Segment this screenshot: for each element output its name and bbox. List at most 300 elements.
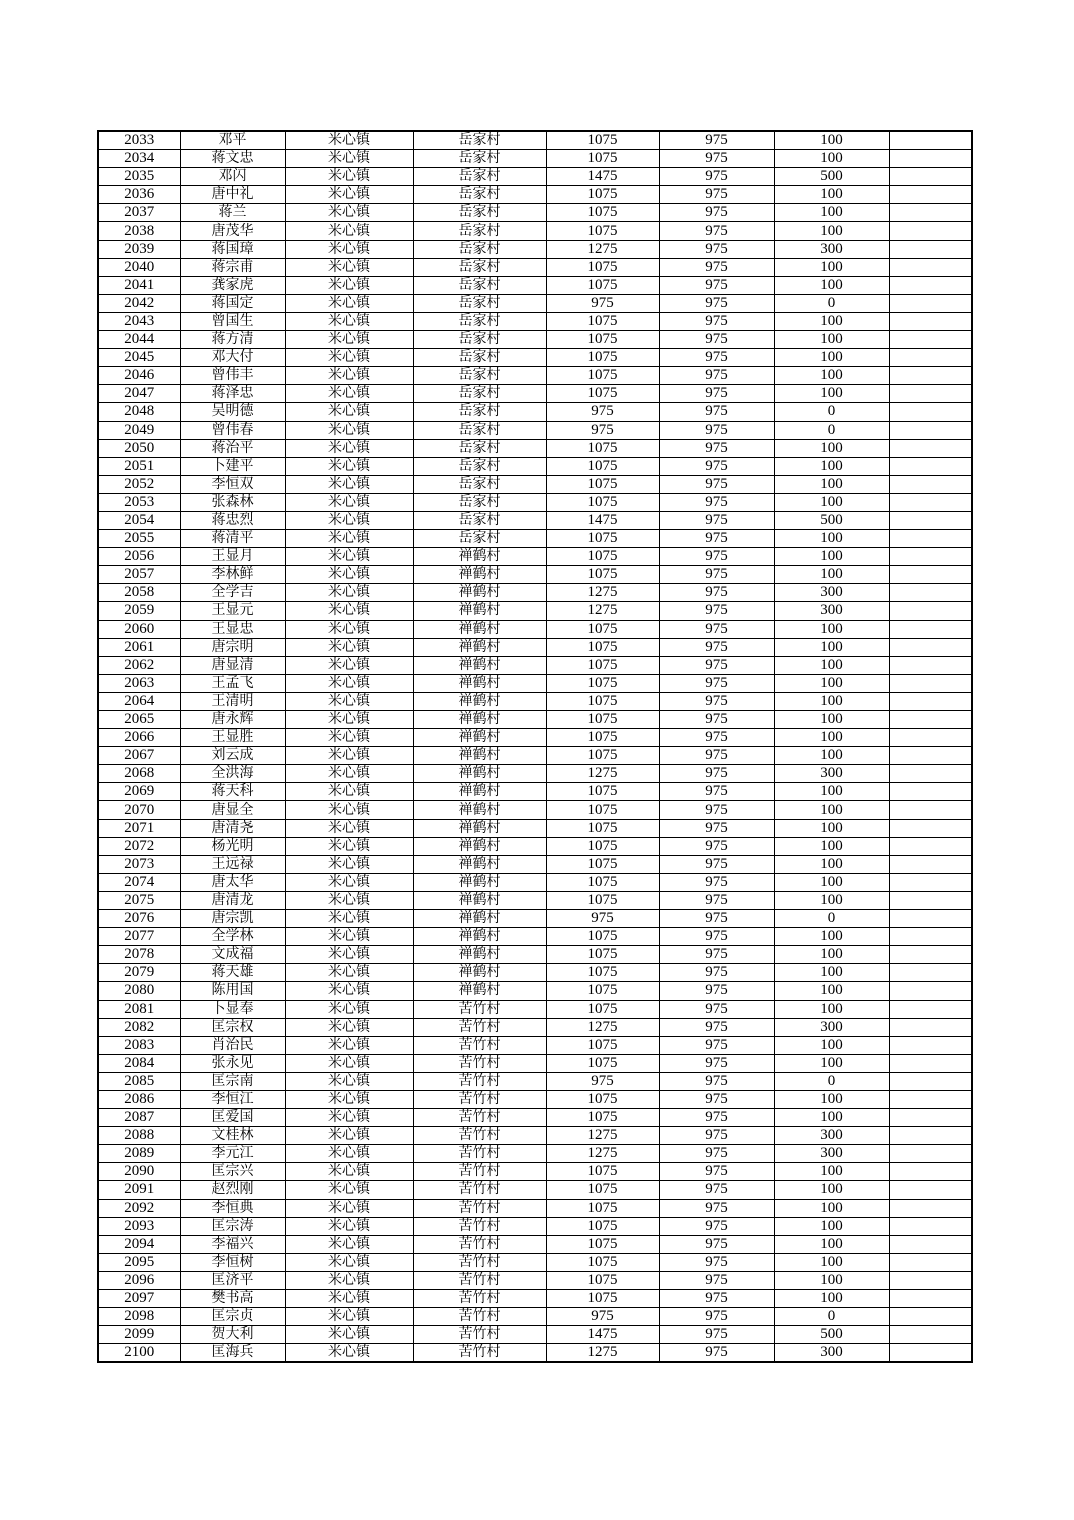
cell-difference: 100 [774,258,889,276]
cell-total-amount: 1075 [546,439,659,457]
cell-base-amount: 975 [659,222,774,240]
cell-town: 米心镇 [285,982,413,1000]
cell-village: 苦竹村 [413,1127,546,1145]
cell-base-amount: 975 [659,855,774,873]
table-row [98,1054,972,1072]
cell-difference: 100 [774,439,889,457]
cell-row-number: 2065 [98,711,180,729]
cell-name: 蒋忠烈 [180,511,285,529]
cell-total-amount: 1075 [546,349,659,367]
cell-town: 米心镇 [285,1127,413,1145]
cell-town: 米心镇 [285,240,413,258]
cell-town: 米心镇 [285,276,413,294]
cell-base-amount: 975 [659,1163,774,1181]
cell-remark [889,602,972,620]
cell-row-number: 2090 [98,1163,180,1181]
cell-difference: 100 [774,1090,889,1108]
cell-village: 苦竹村 [413,1344,546,1363]
table-row [98,548,972,566]
cell-row-number: 2039 [98,240,180,258]
cell-town: 米心镇 [285,1253,413,1271]
cell-base-amount: 975 [659,1090,774,1108]
cell-remark [889,1344,972,1363]
cell-row-number: 2048 [98,403,180,421]
cell-village: 岳家村 [413,312,546,330]
cell-difference: 0 [774,421,889,439]
cell-base-amount: 975 [659,150,774,168]
cell-row-number: 2083 [98,1036,180,1054]
cell-remark [889,656,972,674]
cell-row-number: 2062 [98,656,180,674]
cell-total-amount: 1075 [546,1054,659,1072]
table-row [98,511,972,529]
cell-total-amount: 975 [546,294,659,312]
cell-remark [889,783,972,801]
cell-row-number: 2086 [98,1090,180,1108]
cell-name: 吴明德 [180,403,285,421]
cell-name: 樊书高 [180,1290,285,1308]
cell-row-number: 2052 [98,475,180,493]
cell-village: 岳家村 [413,421,546,439]
cell-total-amount: 1075 [546,1163,659,1181]
cell-name: 唐中礼 [180,186,285,204]
cell-village: 岳家村 [413,186,546,204]
cell-base-amount: 975 [659,1072,774,1090]
cell-village: 禅鹤村 [413,801,546,819]
cell-remark [889,222,972,240]
cell-name: 蒋文忠 [180,150,285,168]
cell-remark [889,964,972,982]
table-row [98,1000,972,1018]
cell-row-number: 2040 [98,258,180,276]
cell-town: 米心镇 [285,964,413,982]
cell-village: 禅鹤村 [413,729,546,747]
cell-town: 米心镇 [285,258,413,276]
cell-base-amount: 975 [659,385,774,403]
cell-name: 王远禄 [180,855,285,873]
cell-total-amount: 1075 [546,548,659,566]
cell-name: 唐太华 [180,873,285,891]
cell-name: 杨光明 [180,837,285,855]
cell-total-amount: 1075 [546,475,659,493]
cell-town: 米心镇 [285,801,413,819]
cell-base-amount: 975 [659,656,774,674]
cell-row-number: 2077 [98,928,180,946]
cell-name: 蒋天科 [180,783,285,801]
cell-village: 禅鹤村 [413,584,546,602]
cell-base-amount: 975 [659,1000,774,1018]
cell-name: 全学林 [180,928,285,946]
cell-town: 米心镇 [285,403,413,421]
cell-row-number: 2033 [98,131,180,150]
cell-town: 米心镇 [285,1217,413,1235]
cell-difference: 100 [774,276,889,294]
cell-row-number: 2075 [98,891,180,909]
cell-row-number: 2043 [98,312,180,330]
cell-village: 岳家村 [413,530,546,548]
cell-name: 王显胜 [180,729,285,747]
cell-row-number: 2095 [98,1253,180,1271]
cell-total-amount: 1075 [546,204,659,222]
cell-base-amount: 975 [659,367,774,385]
cell-base-amount: 975 [659,566,774,584]
cell-row-number: 2059 [98,602,180,620]
cell-total-amount: 1075 [546,457,659,475]
cell-remark [889,1253,972,1271]
cell-name: 唐宗凯 [180,910,285,928]
cell-town: 米心镇 [285,584,413,602]
cell-village: 岳家村 [413,276,546,294]
cell-village: 岳家村 [413,258,546,276]
cell-name: 蒋泽忠 [180,385,285,403]
cell-total-amount: 1075 [546,258,659,276]
cell-total-amount: 1075 [546,1109,659,1127]
cell-row-number: 2082 [98,1018,180,1036]
cell-town: 米心镇 [285,312,413,330]
cell-name: 李恒典 [180,1199,285,1217]
table-row [98,403,972,421]
cell-name: 赵烈刚 [180,1181,285,1199]
cell-base-amount: 975 [659,548,774,566]
cell-village: 苦竹村 [413,1145,546,1163]
cell-base-amount: 975 [659,1326,774,1344]
table-row [98,312,972,330]
cell-village: 岳家村 [413,403,546,421]
cell-remark [889,1127,972,1145]
cell-remark [889,240,972,258]
cell-difference: 300 [774,240,889,258]
cell-total-amount: 1075 [546,276,659,294]
cell-row-number: 2079 [98,964,180,982]
cell-name: 匡宗权 [180,1018,285,1036]
cell-village: 禅鹤村 [413,837,546,855]
cell-town: 米心镇 [285,711,413,729]
cell-total-amount: 1075 [546,819,659,837]
cell-remark [889,711,972,729]
cell-village: 禅鹤村 [413,674,546,692]
cell-remark [889,204,972,222]
cell-base-amount: 975 [659,1290,774,1308]
cell-total-amount: 1075 [546,186,659,204]
cell-village: 禅鹤村 [413,855,546,873]
cell-remark [889,1217,972,1235]
cell-difference: 100 [774,131,889,150]
cell-name: 邓闪 [180,168,285,186]
cell-village: 禅鹤村 [413,783,546,801]
cell-town: 米心镇 [285,530,413,548]
cell-difference: 100 [774,638,889,656]
cell-name: 匡宗贞 [180,1308,285,1326]
cell-town: 米心镇 [285,1308,413,1326]
cell-name: 蒋国定 [180,294,285,312]
cell-row-number: 2097 [98,1290,180,1308]
cell-remark [889,747,972,765]
cell-town: 米心镇 [285,674,413,692]
cell-town: 米心镇 [285,1326,413,1344]
cell-village: 禅鹤村 [413,638,546,656]
cell-name: 蒋治平 [180,439,285,457]
table-row [98,946,972,964]
cell-base-amount: 975 [659,1145,774,1163]
cell-remark [889,801,972,819]
cell-row-number: 2099 [98,1326,180,1344]
cell-town: 米心镇 [285,168,413,186]
cell-row-number: 2067 [98,747,180,765]
table-row [98,801,972,819]
cell-village: 岳家村 [413,439,546,457]
cell-row-number: 2066 [98,729,180,747]
cell-town: 米心镇 [285,222,413,240]
cell-village: 苦竹村 [413,1235,546,1253]
cell-name: 文成福 [180,946,285,964]
cell-row-number: 2051 [98,457,180,475]
cell-base-amount: 975 [659,493,774,511]
cell-remark [889,1109,972,1127]
table-row [98,204,972,222]
cell-village: 岳家村 [413,475,546,493]
cell-total-amount: 1075 [546,1181,659,1199]
cell-base-amount: 975 [659,964,774,982]
cell-difference: 100 [774,783,889,801]
cell-town: 米心镇 [285,837,413,855]
cell-name: 匡济平 [180,1271,285,1289]
cell-remark [889,1181,972,1199]
table-row [98,439,972,457]
cell-base-amount: 975 [659,403,774,421]
cell-row-number: 2070 [98,801,180,819]
cell-town: 米心镇 [285,131,413,150]
cell-row-number: 2081 [98,1000,180,1018]
cell-remark [889,819,972,837]
cell-total-amount: 1075 [546,1199,659,1217]
cell-total-amount: 1275 [546,1127,659,1145]
cell-remark [889,548,972,566]
cell-base-amount: 975 [659,349,774,367]
cell-difference: 100 [774,385,889,403]
cell-base-amount: 975 [659,620,774,638]
cell-difference: 100 [774,855,889,873]
table-row [98,674,972,692]
cell-difference: 100 [774,222,889,240]
table-row [98,349,972,367]
cell-town: 米心镇 [285,548,413,566]
cell-remark [889,982,972,1000]
cell-remark [889,638,972,656]
cell-total-amount: 1275 [546,1344,659,1363]
cell-village: 岳家村 [413,511,546,529]
cell-base-amount: 975 [659,1127,774,1145]
cell-town: 米心镇 [285,150,413,168]
cell-base-amount: 975 [659,475,774,493]
cell-base-amount: 975 [659,1253,774,1271]
cell-name: 唐茂华 [180,222,285,240]
cell-name: 曾伟丰 [180,367,285,385]
cell-name: 蒋方清 [180,331,285,349]
cell-town: 米心镇 [285,819,413,837]
cell-name: 龚家虎 [180,276,285,294]
cell-difference: 100 [774,891,889,909]
cell-row-number: 2047 [98,385,180,403]
cell-total-amount: 975 [546,421,659,439]
cell-row-number: 2068 [98,765,180,783]
cell-town: 米心镇 [285,1344,413,1363]
cell-base-amount: 975 [659,928,774,946]
cell-row-number: 2049 [98,421,180,439]
cell-village: 苦竹村 [413,1217,546,1235]
cell-base-amount: 975 [659,638,774,656]
cell-base-amount: 975 [659,131,774,150]
cell-total-amount: 1075 [546,222,659,240]
cell-total-amount: 1075 [546,1253,659,1271]
cell-name: 匡海兵 [180,1344,285,1363]
cell-remark [889,1163,972,1181]
cell-total-amount: 1075 [546,855,659,873]
cell-base-amount: 975 [659,982,774,1000]
cell-difference: 100 [774,457,889,475]
cell-row-number: 2073 [98,855,180,873]
cell-base-amount: 975 [659,801,774,819]
cell-name: 王显忠 [180,620,285,638]
cell-name: 邓大付 [180,349,285,367]
cell-difference: 100 [774,819,889,837]
cell-row-number: 2091 [98,1181,180,1199]
table-row [98,855,972,873]
cell-difference: 300 [774,584,889,602]
cell-town: 米心镇 [285,349,413,367]
cell-total-amount: 1075 [546,982,659,1000]
cell-row-number: 2037 [98,204,180,222]
cell-difference: 500 [774,168,889,186]
data-table [97,130,973,1363]
cell-difference: 100 [774,312,889,330]
cell-remark [889,457,972,475]
cell-town: 米心镇 [285,1090,413,1108]
cell-village: 苦竹村 [413,1181,546,1199]
cell-total-amount: 1075 [546,131,659,150]
cell-total-amount: 1475 [546,1326,659,1344]
cell-name: 卜建平 [180,457,285,475]
cell-village: 苦竹村 [413,1000,546,1018]
cell-remark [889,674,972,692]
cell-town: 米心镇 [285,186,413,204]
cell-base-amount: 975 [659,674,774,692]
cell-remark [889,928,972,946]
cell-row-number: 2035 [98,168,180,186]
cell-town: 米心镇 [285,873,413,891]
table-row [98,1090,972,1108]
cell-total-amount: 1075 [546,566,659,584]
cell-village: 禅鹤村 [413,548,546,566]
cell-village: 苦竹村 [413,1109,546,1127]
cell-town: 米心镇 [285,729,413,747]
cell-row-number: 2085 [98,1072,180,1090]
cell-base-amount: 975 [659,457,774,475]
cell-total-amount: 1075 [546,891,659,909]
cell-remark [889,349,972,367]
table-row [98,475,972,493]
cell-village: 苦竹村 [413,1271,546,1289]
cell-village: 苦竹村 [413,1036,546,1054]
cell-town: 米心镇 [285,692,413,710]
cell-village: 禅鹤村 [413,765,546,783]
cell-name: 唐清龙 [180,891,285,909]
cell-total-amount: 1275 [546,602,659,620]
cell-row-number: 2034 [98,150,180,168]
cell-village: 禅鹤村 [413,946,546,964]
cell-base-amount: 975 [659,168,774,186]
cell-village: 禅鹤村 [413,964,546,982]
cell-village: 禅鹤村 [413,928,546,946]
cell-base-amount: 975 [659,602,774,620]
table-row [98,258,972,276]
table-row [98,765,972,783]
cell-row-number: 2056 [98,548,180,566]
cell-town: 米心镇 [285,1199,413,1217]
cell-difference: 100 [774,1000,889,1018]
cell-name: 张森林 [180,493,285,511]
cell-difference: 0 [774,1072,889,1090]
cell-town: 米心镇 [285,1054,413,1072]
cell-row-number: 2076 [98,910,180,928]
cell-difference: 300 [774,602,889,620]
cell-total-amount: 1075 [546,530,659,548]
cell-difference: 100 [774,1181,889,1199]
cell-row-number: 2092 [98,1199,180,1217]
cell-name: 唐显全 [180,801,285,819]
table-row [98,150,972,168]
cell-town: 米心镇 [285,620,413,638]
cell-village: 禅鹤村 [413,602,546,620]
table-row [98,240,972,258]
cell-town: 米心镇 [285,855,413,873]
cell-base-amount: 975 [659,910,774,928]
cell-row-number: 2089 [98,1145,180,1163]
cell-name: 张永见 [180,1054,285,1072]
cell-village: 禅鹤村 [413,819,546,837]
cell-name: 唐宗明 [180,638,285,656]
cell-name: 全洪海 [180,765,285,783]
cell-remark [889,150,972,168]
cell-remark [889,873,972,891]
table-row [98,729,972,747]
cell-base-amount: 975 [659,511,774,529]
cell-remark [889,421,972,439]
cell-remark [889,475,972,493]
cell-total-amount: 1075 [546,367,659,385]
cell-base-amount: 975 [659,186,774,204]
cell-village: 岳家村 [413,385,546,403]
cell-base-amount: 975 [659,1018,774,1036]
cell-total-amount: 1075 [546,801,659,819]
cell-name: 唐永辉 [180,711,285,729]
table-row [98,1290,972,1308]
table-row [98,1344,972,1363]
cell-village: 岳家村 [413,222,546,240]
cell-town: 米心镇 [285,946,413,964]
cell-difference: 0 [774,910,889,928]
cell-remark [889,439,972,457]
cell-difference: 100 [774,711,889,729]
cell-base-amount: 975 [659,240,774,258]
cell-remark [889,1018,972,1036]
table-body [98,131,972,1362]
table-row [98,222,972,240]
cell-total-amount: 1275 [546,765,659,783]
cell-remark [889,1036,972,1054]
cell-base-amount: 975 [659,765,774,783]
cell-base-amount: 975 [659,891,774,909]
cell-village: 苦竹村 [413,1253,546,1271]
